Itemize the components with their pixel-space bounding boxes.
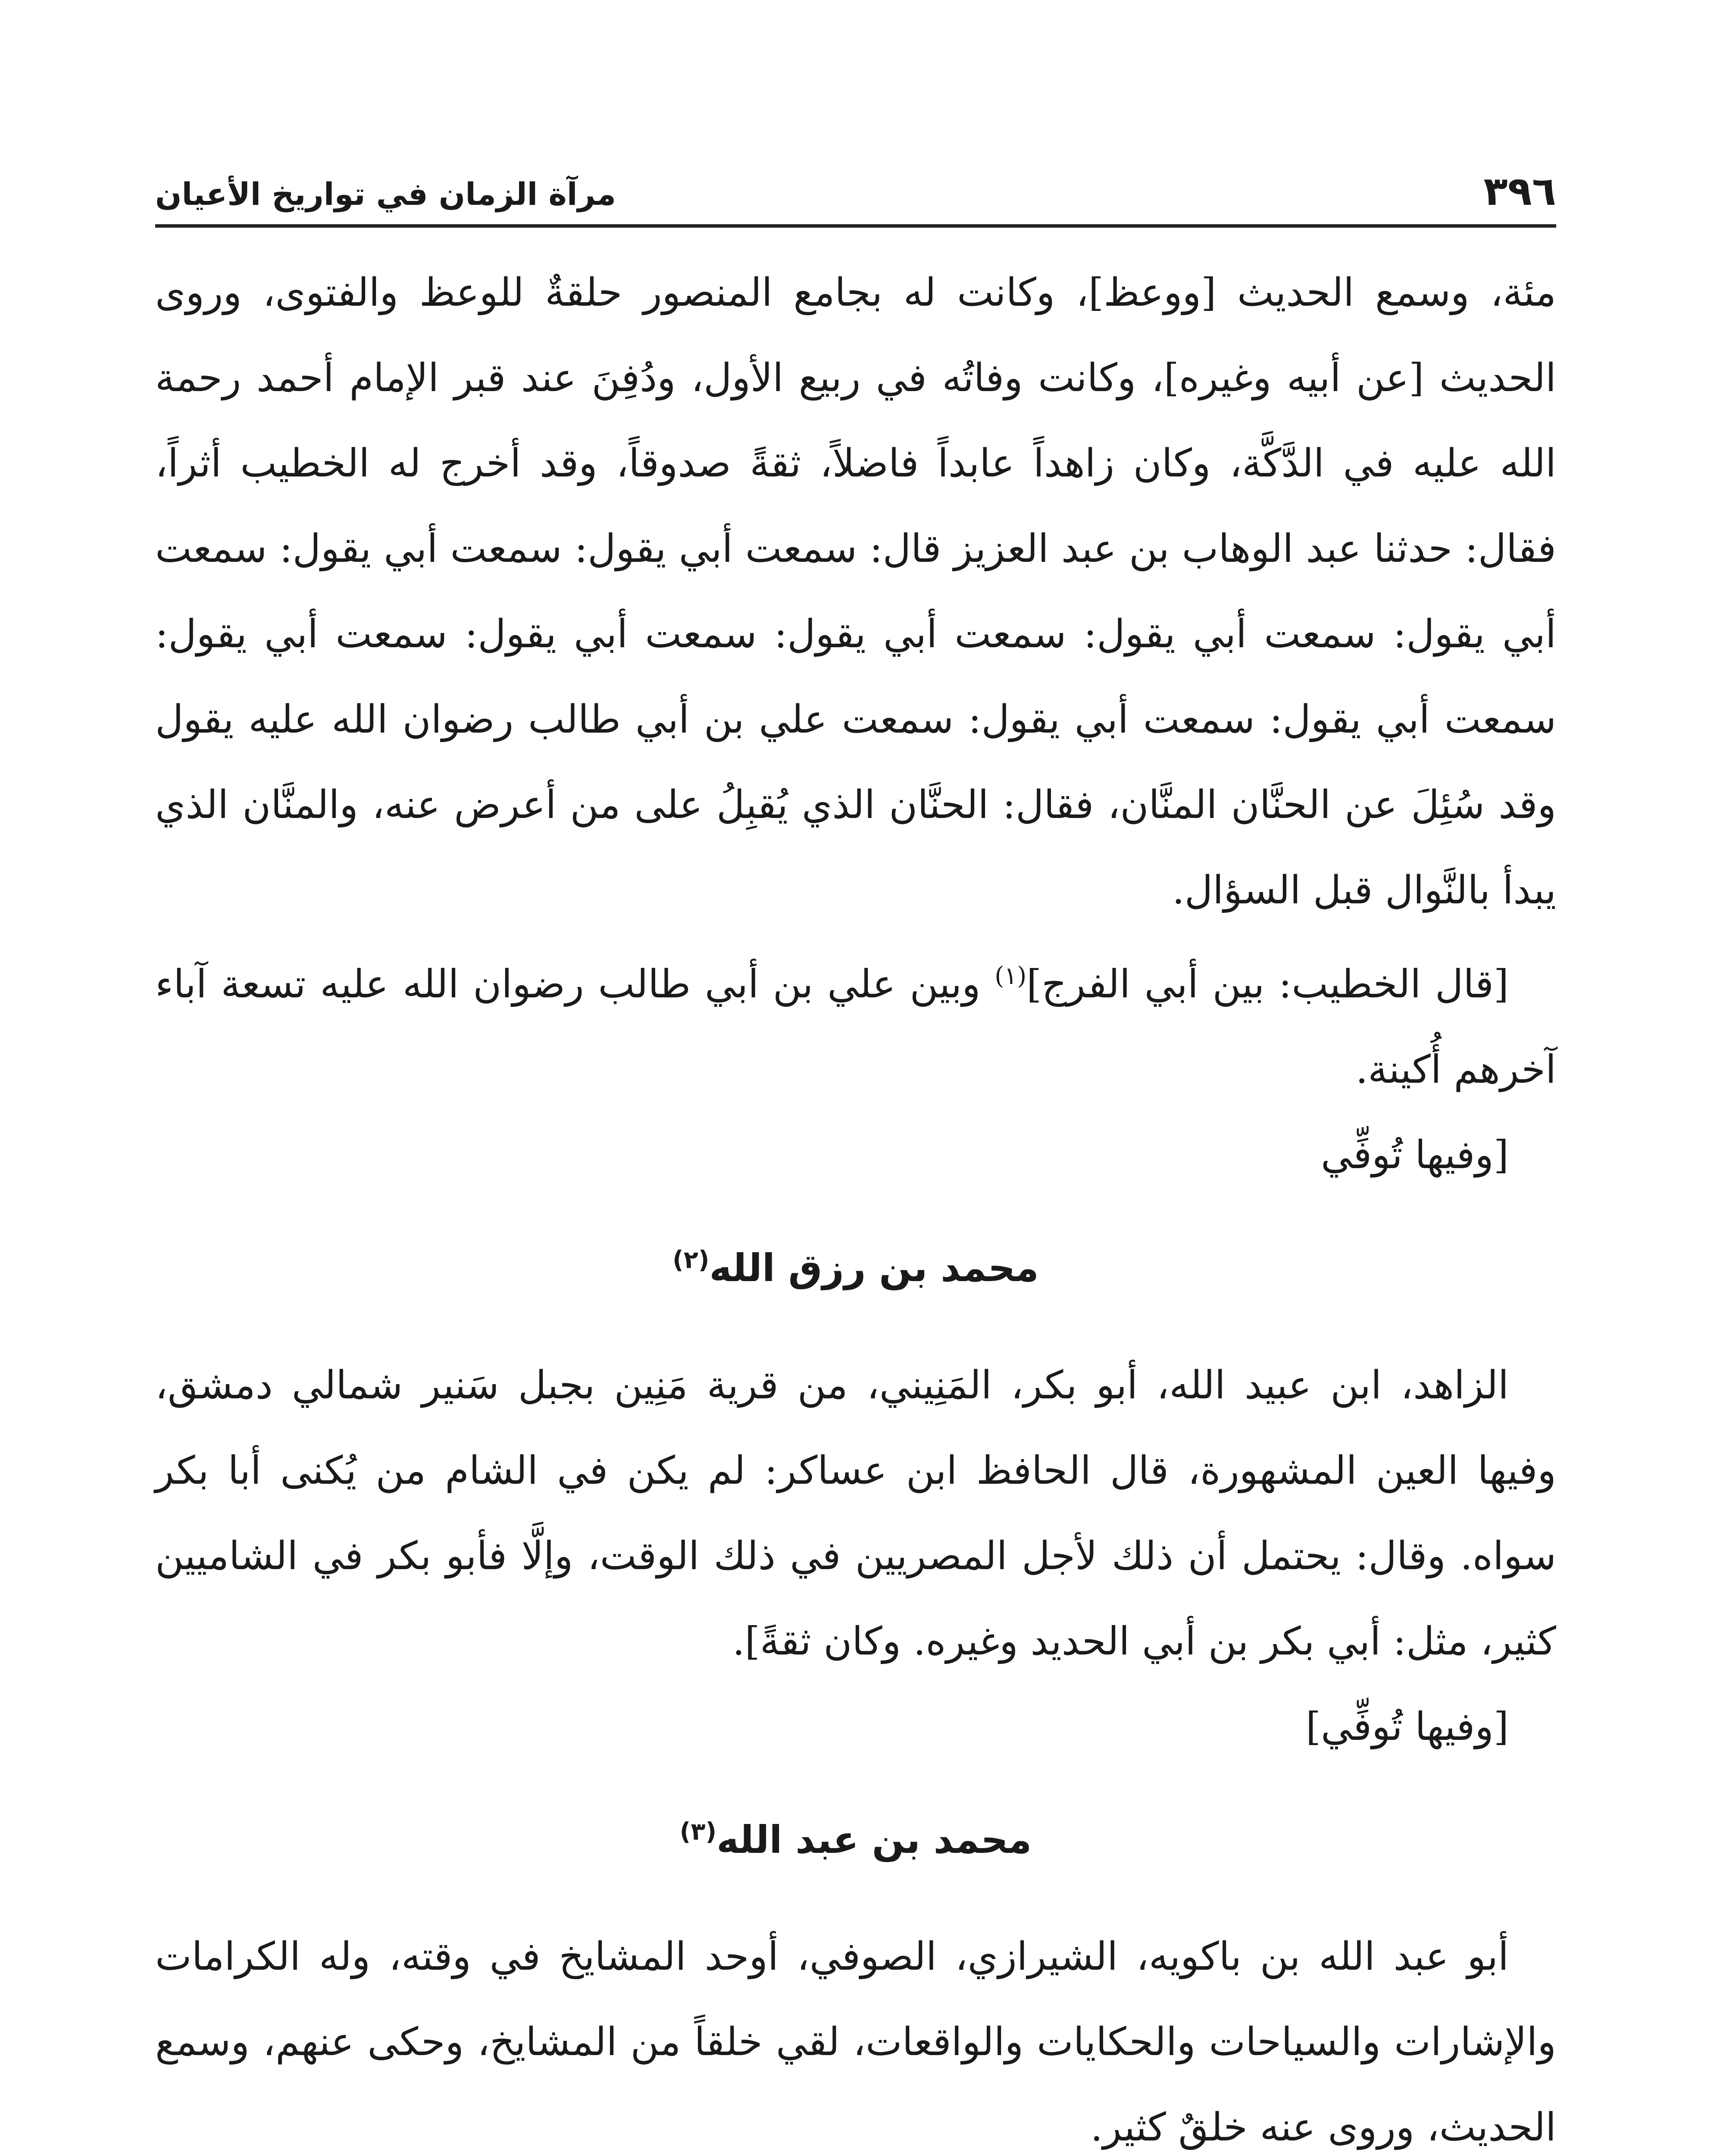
page-number: ٣٩٦ — [1483, 168, 1556, 214]
paragraph-khatib-note — [155, 942, 1556, 1112]
entry-heading-1-text: محمد بن رزق الله — [709, 1246, 1039, 1290]
entry-2-text: أبو عبد الله بن باكويه، الشيرازي، الصوفي، أوحد المشايخ في وقته، وله الكرامات والإشارات والسياحات والحكايات والواقعات، لقي خلقاً من المشايخ، وحكى عنهم، وسمع الحديث، وروى عنه خلقٌ كثير. — [155, 1934, 1556, 2150]
book-page — [155, 155, 1556, 2156]
entry-1-closing: [وفيها تُوفِّي] — [1306, 1704, 1509, 1749]
entry-heading-1 — [155, 1245, 1556, 1291]
paragraph-death-note: [وفيها تُوفِّي — [1321, 1132, 1509, 1178]
entry-heading-2-text: محمد بن عبد الله — [716, 1817, 1032, 1862]
running-header — [155, 155, 1556, 220]
entry-1-text: الزاهد، ابن عبيد الله، أبو بكر، المَنِيني، من قرية مَنِين بجبل سَنير شمالي دمشق، وفيها العين المشهورة، قال الحافظ ابن عساكر: لم يكن في الشام من يُكنى أبا بكر سواه. وقال: يحتمل أن ذلك لأجل المصريين في ذلك الوقت، وإلَّا فأبو بكر في الشاميين كثير، مثل: أبي بكر بن أبي الحديد وغيره. وكان ثقةً]. — [155, 1362, 1556, 1664]
paragraph-khatib-text-end: وبين علي بن أبي طالب رضوان الله عليه تسعة آباء آخرهم أُكينة. — [155, 962, 1556, 1092]
body-text — [155, 250, 1556, 2156]
footnote-marker-1[interactable]: (١) — [994, 962, 1027, 990]
entry-heading-2 — [155, 1817, 1556, 1863]
header-rule — [155, 224, 1556, 228]
running-title: مرآة الزمان في تواريخ الأعيان — [155, 176, 616, 212]
paragraph-continuation: مئة، وسمع الحديث [ووعظ]، وكانت له بجامع المنصور حلقةٌ للوعظ والفتوى، وروى الحديث [عن أبيه وغيره]، وكانت وفاتُه في ربيع الأول، ودُفِنَ عند قبر الإمام أحمد رحمة الله عليه في الدَّكَّة، وكان زاهداً عابداً فاضلاً، ثقةً صدوقاً، وقد أخرج له الخطيب أثراً، فقال: حدثنا عبد الوهاب بن عبد العزيز قال: سمعت أبي يقول: سمعت أبي يقول: سمعت أبي يقول: سمعت أبي يقول: سمعت أبي يقول: سمعت أبي يقول: سمعت أبي يقول: سمعت أبي يقول: سمعت أبي يقول: سمعت علي بن أبي طالب رضوان الله عليه يقول وقد سُئِلَ عن الحنَّان المنَّان، فقال: الحنَّان الذي يُقبِلُ على من أعرض عنه، والمنَّان الذي يبدأ بالنَّوال قبل السؤال. — [155, 270, 1556, 913]
footnote-marker-2[interactable]: (٢) — [672, 1246, 710, 1274]
footnote-marker-3[interactable]: (٣) — [679, 1818, 717, 1846]
paragraph-khatib-text-start: [قال الخطيب: بين أبي الفرج] — [1026, 962, 1509, 1007]
